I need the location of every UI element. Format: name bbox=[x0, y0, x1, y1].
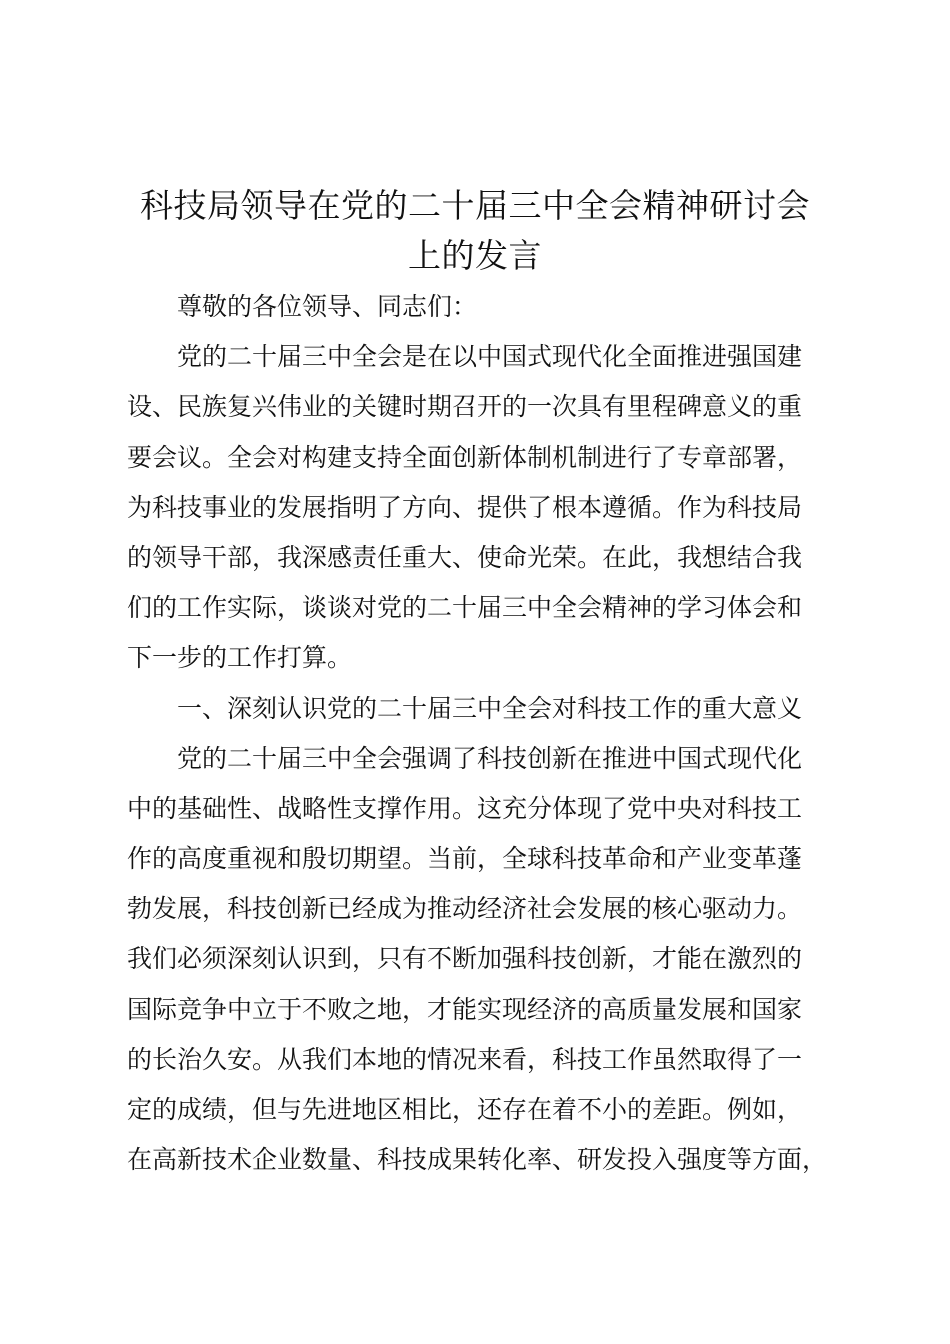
paragraph-1-line: 要会议。全会对构建支持全面创新体制机制进行了专章部署， bbox=[127, 442, 803, 472]
salutation: 尊敬的各位领导、同志们： bbox=[177, 292, 478, 321]
paragraph-1-line: 们的工作实际，谈谈对党的二十届三中全会精神的学习体会和 bbox=[127, 593, 803, 623]
paragraph-1-line: 为科技事业的发展指明了方向、提供了根本遵循。作为科技局 bbox=[127, 492, 803, 522]
section-heading: 一、深刻认识党的二十届三中全会对科技工作的重大意义 bbox=[177, 693, 803, 723]
paragraph-1-line: 党的二十届三中全会是在以中国式现代化全面推进强国建 bbox=[177, 342, 803, 372]
paragraph-2-line: 定的成绩，但与先进地区相比，还存在着不小的差距。例如， bbox=[127, 1095, 803, 1124]
document-body bbox=[127, 282, 839, 1185]
paragraph-2-line: 勃发展，科技创新已经成为推动经济社会发展的核心驱动力。 bbox=[127, 894, 803, 924]
document-title bbox=[110, 181, 840, 281]
paragraph-1-line: 的领导干部，我深感责任重大、使命光荣。在此，我想结合我 bbox=[127, 542, 803, 572]
paragraph-1-line: 设、民族复兴伟业的关键时期召开的一次具有里程碑意义的重 bbox=[127, 392, 803, 422]
paragraph-2-line: 中的基础性、战略性支撑作用。这充分体现了党中央对科技工 bbox=[127, 793, 803, 823]
paragraph-2-line: 我们必须深刻认识到，只有不断加强科技创新，才能在激烈的 bbox=[127, 944, 803, 974]
title-line-1: 科技局领导在党的二十届三中全会精神研讨会 bbox=[140, 186, 810, 225]
paragraph-2-line: 的长治久安。从我们本地的情况来看，科技工作虽然取得了一 bbox=[127, 1044, 803, 1074]
paragraph-2-line: 在高新技术企业数量、科技成果转化率、研发投入强度等方面， bbox=[127, 1145, 828, 1175]
paragraph-2-line: 作的高度重视和殷切期望。当前，全球科技革命和产业变革蓬 bbox=[127, 844, 803, 874]
paragraph-1-line: 下一步的工作打算。 bbox=[127, 643, 353, 673]
paragraph-2-line: 国际竞争中立于不败之地，才能实现经济的高质量发展和国家 bbox=[127, 994, 803, 1024]
paragraph-2-line: 党的二十届三中全会强调了科技创新在推进中国式现代化 bbox=[177, 743, 803, 773]
title-line-2: 上的发言 bbox=[408, 236, 542, 275]
